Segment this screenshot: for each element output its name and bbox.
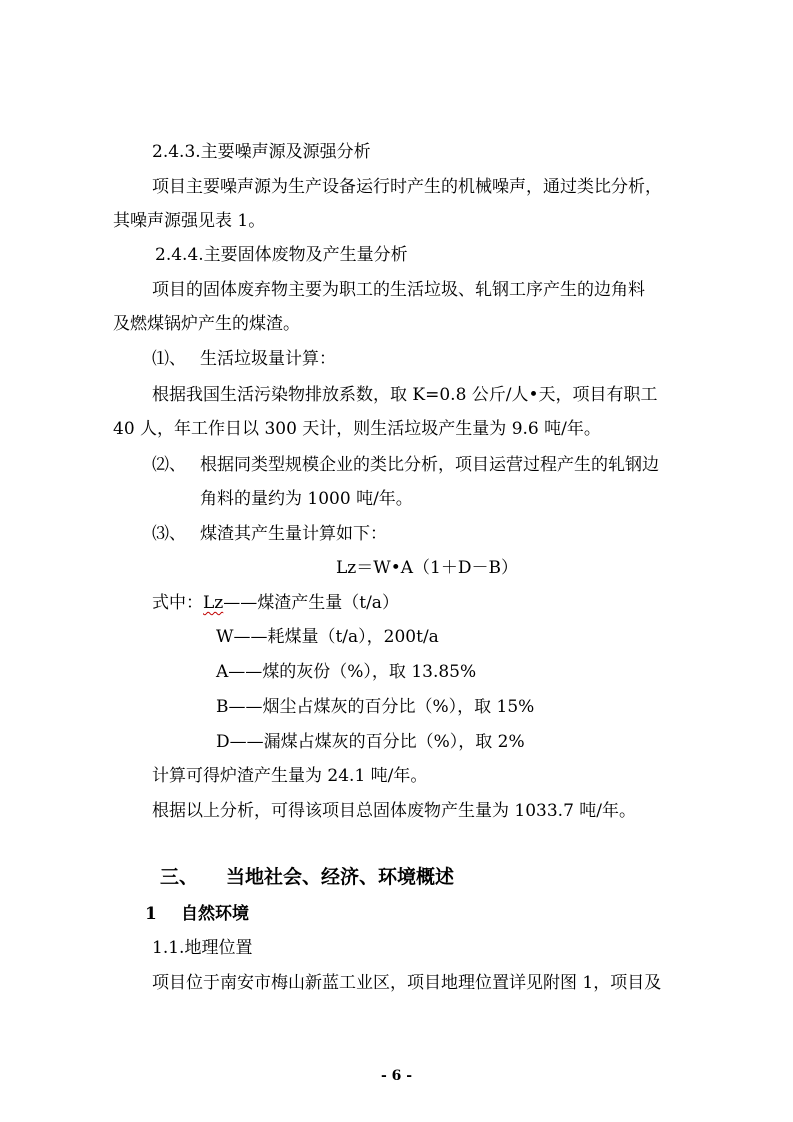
subsection-heading: [145, 903, 249, 925]
chapter-title: 当地社会、经济、环境概述: [226, 866, 455, 888]
list-item: [152, 348, 336, 370]
list-item: [152, 454, 659, 476]
formula-lz-symbol: Lz: [203, 593, 224, 613]
paragraph-waste-line2: 及燃煤锅炉产生的煤渣。: [113, 314, 300, 334]
section-heading-waste: 2.4.4.主要固体废物及产生量分析: [155, 245, 408, 265]
formula-b-definition: B——烟尘占煤灰的百分比（%），取 15%: [216, 697, 535, 717]
list-item: [152, 523, 387, 545]
formula-lz-definition: ——煤渣产生量（t/a）: [223, 593, 399, 613]
result-slag: 计算可得炉渣产生量为 24.1 吨/年。: [152, 766, 428, 786]
list-number: ⑶、: [152, 524, 186, 544]
formula-a-definition: A——煤的灰份（%），取 13.85%: [216, 662, 477, 682]
list-number: ⑴、: [152, 349, 186, 369]
paragraph-garbage-line2: 40 人，年工作日以 300 天计，则生活垃圾产生量为 9.6 吨/年。: [113, 419, 601, 439]
formula-where-prefix: 式中：: [152, 593, 203, 613]
list-text: 生活垃圾量计算：: [200, 349, 336, 369]
chapter-number: 三、: [160, 866, 199, 888]
formula-d-definition: D——漏煤占煤灰的百分比（%），取 2%: [216, 732, 525, 752]
section-heading-noise: 2.4.3.主要噪声源及源强分析: [152, 142, 371, 162]
list-text: 煤渣其产生量计算如下：: [200, 524, 387, 544]
paragraph-location-line1: 项目位于南安市梅山新蓝工业区，项目地理位置详见附图 1，项目及: [152, 973, 662, 993]
paragraph-noise-line2: 其噪声源强见表 1。: [113, 211, 266, 231]
paragraph-waste-line1: 项目的固体废弃物主要为职工的生活垃圾、轧钢工序产生的边角料: [152, 280, 645, 300]
formula-equation: Lz＝W•A（1＋D－B）: [336, 558, 518, 578]
subsubsection-heading: 1.1.地理位置: [152, 938, 253, 958]
formula-w-definition: W——耗煤量（t/a），200t/a: [216, 627, 439, 647]
list-number: ⑵、: [152, 455, 186, 475]
paragraph-garbage-line1: 根据我国生活污染物排放系数，取 K=0.8 公斤/人•天，项目有职工: [152, 385, 658, 405]
subsection-title: 自然环境: [181, 904, 249, 924]
result-total: 根据以上分析，可得该项目总固体废物产生量为 1033.7 吨/年。: [152, 801, 637, 821]
list-item-continuation: 角料的量约为 1000 吨/年。: [200, 489, 413, 509]
page-number: - 6 -: [380, 1068, 413, 1084]
list-text: 根据同类型规模企业的类比分析，项目运营过程产生的轧钢边: [200, 455, 659, 475]
subsection-number: 1: [145, 904, 157, 924]
paragraph-noise-line1: 项目主要噪声源为生产设备运行时产生的机械噪声，通过类比分析，: [152, 177, 662, 197]
chapter-heading: [160, 866, 454, 888]
formula-where-line: [152, 592, 399, 614]
